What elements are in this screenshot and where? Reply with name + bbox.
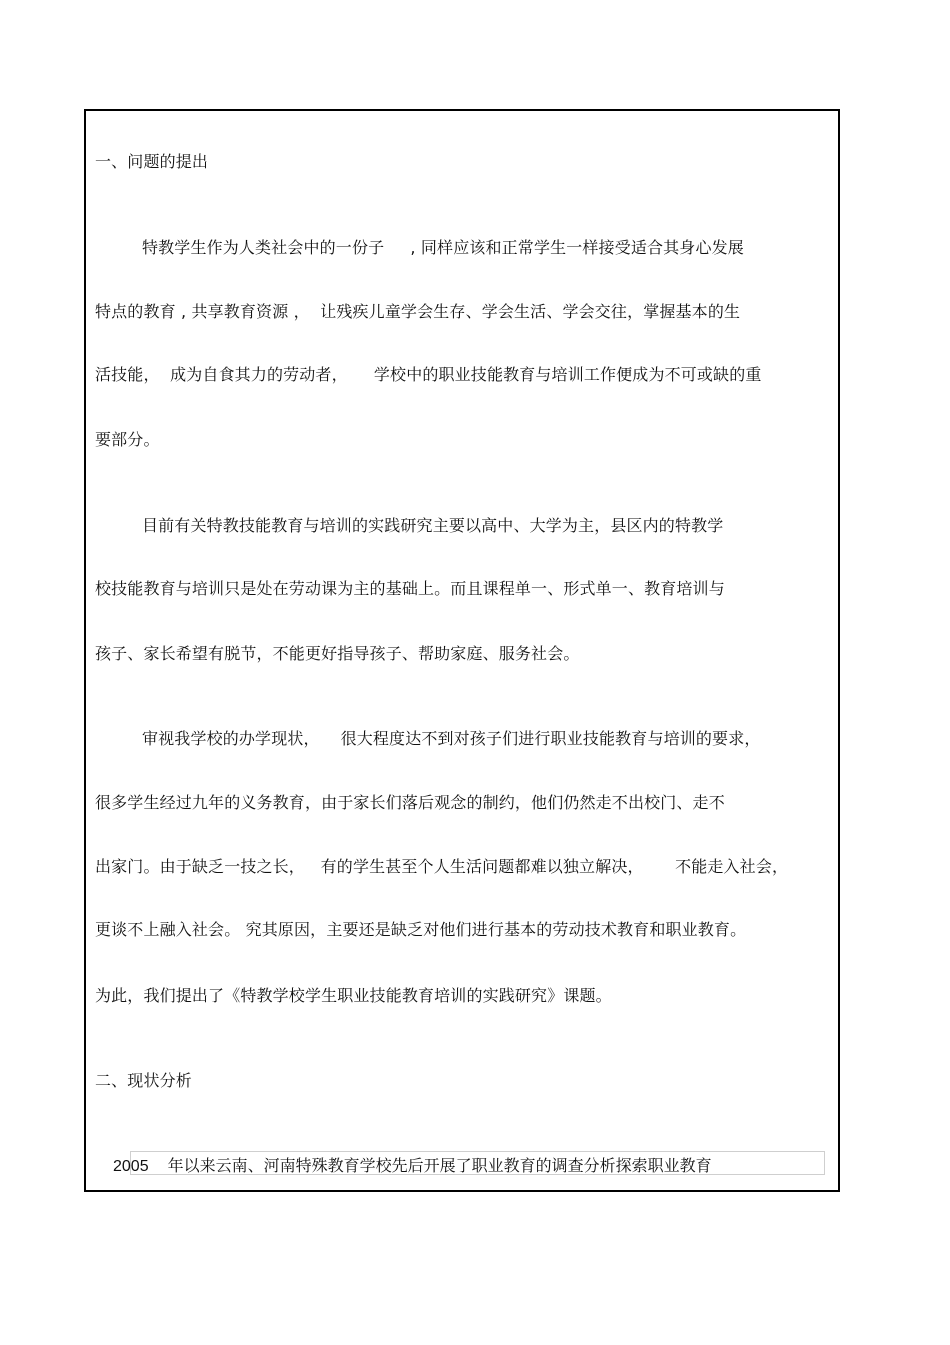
paragraph-line: 孩子、家长希望有脱节，不能更好指导孩子、帮助家庭、服务社会。 bbox=[95, 644, 580, 663]
paragraph-line: 校技能教育与培训只是处在劳动课为主的基础上。而且课程单一、形式单一、教育培训与 bbox=[95, 579, 725, 598]
paragraph-line: 更谈不上融入社会。 究其原因，主要还是缺乏对他们进行基本的劳动技术教育和职业教育。 bbox=[95, 920, 747, 939]
paragraph-line: 要部分。 bbox=[95, 430, 160, 449]
year-text: 2005 bbox=[113, 1158, 149, 1175]
paragraph-line: 出家门。由于缺乏一技之长， 有的学生甚至个人生活问题都难以独立解决， 不能走入社会， bbox=[95, 857, 789, 876]
paragraph-line: 审视我学校的办学现状， 很大程度达不到对孩子们进行职业技能教育与培训的要求， bbox=[142, 729, 761, 748]
paragraph-line: 目前有关特教技能教育与培训的实践研究主要以高中、大学为主，县区内的特教学 bbox=[142, 516, 724, 535]
paragraph-line: 很多学生经过九年的义务教育，由于家长们落后观念的制约，他们仍然走不出校门、走不 bbox=[95, 793, 725, 812]
paragraph-line bbox=[113, 1156, 712, 1177]
section-heading-problem: 一、问题的提出 bbox=[95, 152, 209, 171]
paragraph-line: 活技能， 成为自食其力的劳动者， 学校中的职业技能教育与培训工作便成为不可或缺的重 bbox=[95, 365, 762, 384]
paragraph-line: 为此，我们提出了《特教学校学生职业技能教育培训的实践研究》课题。 bbox=[95, 986, 612, 1005]
paragraph-text: 年以来云南、河南特殊教育学校先后开展了职业教育的调查分析探索职业教育 bbox=[167, 1156, 712, 1175]
paragraph-line: 特点的教育 , 共享教育资源 ， 让残疾儿童学会生存、学会生活、学会交往，掌握基本的生 bbox=[95, 302, 741, 321]
paragraph-line: 特教学生作为人类社会中的一份子 , 同样应该和正常学生一样接受适合其身心发展 bbox=[142, 238, 744, 257]
section-heading-status: 二、现状分析 bbox=[95, 1071, 192, 1090]
